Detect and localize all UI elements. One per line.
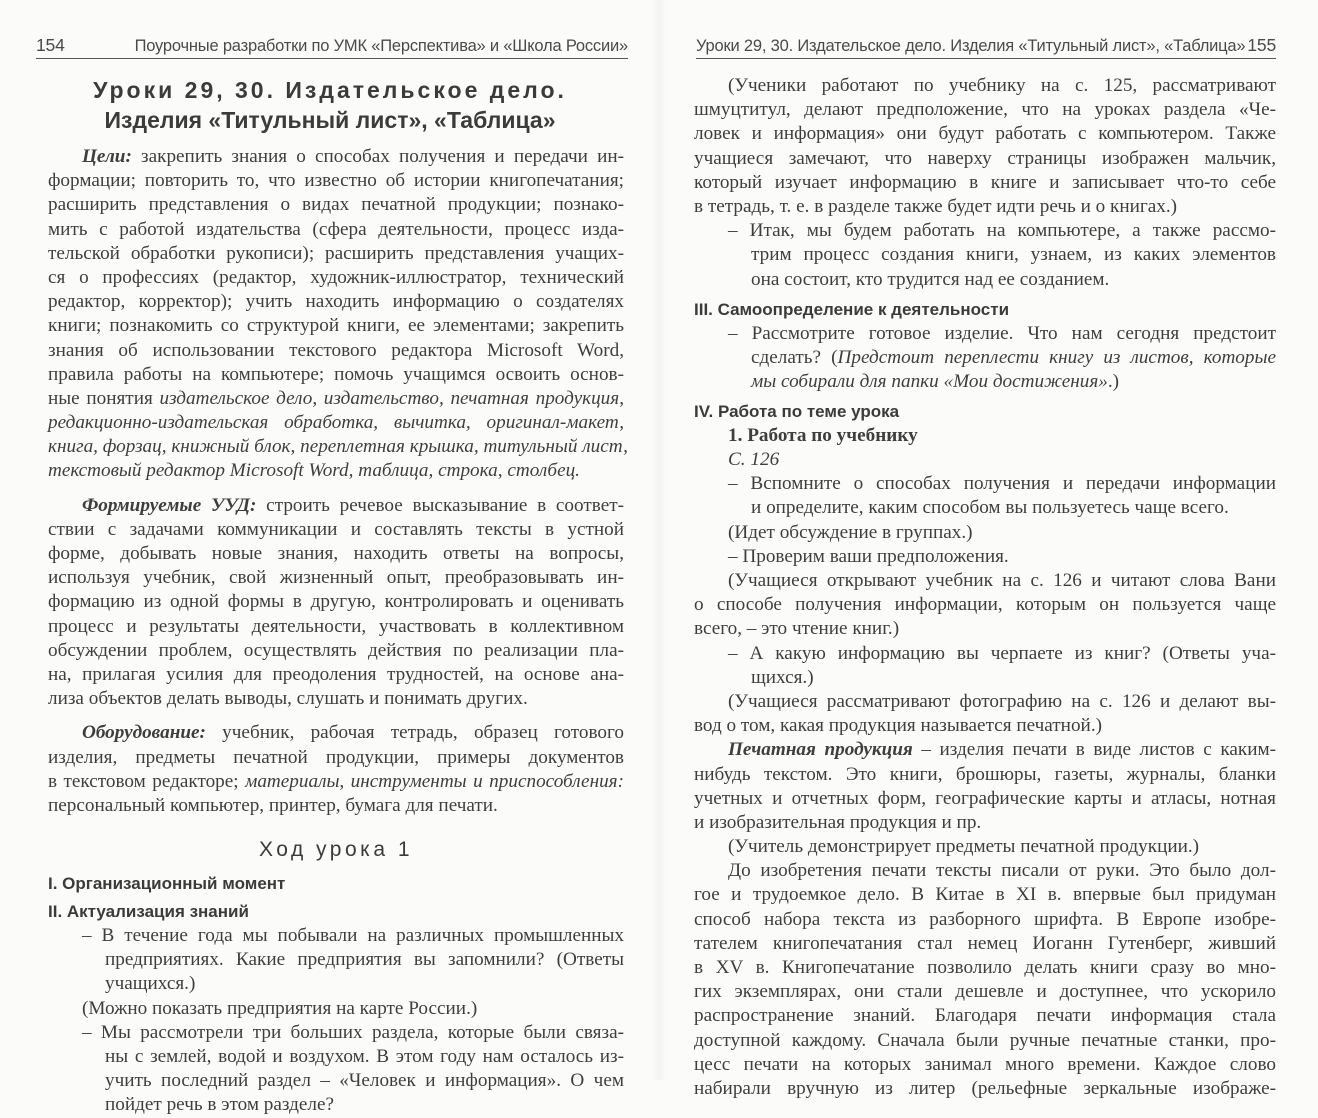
students-reading-paragraph: (Учащиеся открывают учебник на с. 126 и читают слова Вани о способе получения информации, которым он пользуется чаще всего, – это чтение книг.) <box>694 570 1276 640</box>
uud-paragraph: Формируемые УУД: строить речевое высказывание в соответ- ствии с задачами коммуникации и составлять тексты в устной форме, добывать новые знания, находить ответы на вопросы, используя учебник, свой жизненный опыт, преобразовывать ин- формацию из одной формы в другую, контролировать и оценивать процесс и результаты деятельности, участвовать в коллективном обсуждении проблем, осуществлять действия по реализации пла- на, прилагая усилия для преодоления трудностей, на основе ана- лиза объектов делать выводы, слушать и понимать других. <box>48 494 624 710</box>
section-heading-3: III. Самоопределение к деятельности <box>694 299 1010 319</box>
equipment-label: Оборудование: <box>82 722 206 744</box>
goals-paragraph: Цели: закрепить знания о способах получения и передачи ин- формации; повторить то, что известно об истории книгопечатания; расширить представления о видах печатной продукции; познако- мить с работой издательства (сфера деятельности, процесс изда- тельской обработки рукописи); расширить представления учащих- ся о профессиях (редактор, художник-иллюстратор, технический редактор, корректор); учить находить информацию о создателях книги; познакомить со структурой книги, ее элементами; закрепить знания об использовании текстового редактора Microsoft Word, правила работы на компьютере; помочь учащимся освоить основ- ные понятия издательское дело, издательство, печатная продукция, редакционно-издательская обработка, вычитка, оригинал-макет, книга, форзац, книжный блок, переплетная крышка, титульный лист, текстовый редактор Microsoft Word, таблица, строка, столбец. <box>48 146 628 482</box>
photo-paragraph: (Учащиеся рассматривают фотографию на с. 126 и делают вы- вод о том, какая продукция называется печатной.) <box>694 690 1276 737</box>
dialog-statement-1: – Итак, мы будем работать на компьютере, а также рассмо- трим процесс создания книги, узнаем, из каких элементов она состоит, кто трудится над ее созданием. <box>728 220 1276 290</box>
section-heading-2: II. Актуализация знаний <box>48 902 249 922</box>
page-reference: С. 126 <box>728 449 780 471</box>
running-head-text: Уроки 29, 30. Издательское дело. Изделия «Титульный лист», «Таблица» <box>696 37 1246 55</box>
right-page-body <box>694 74 1276 1101</box>
teacher-note: (Можно показать предприятия на карте России.) <box>82 997 478 1019</box>
history-paragraph: До изобретения печати тексты писали от руки. Это было дол- гое и трудоемкое дело. В Китае в XI в. впервые был придуман способ набора текста из разборного шрифта. В Европе изобре- тателем книгопечатания стал немец Иоганн Гутенберг, живший в XV в. Книгопечатание позволило делать книги сразу во мно- гих экземплярах, они стали дешевле и доступнее, что ускорило распространение знаний. Благодаря печати информация стала доступной каждому. Сначала были ручные печатные станки, про- цесс печати на которых занимал много времени. Каждое слово набирали вручную из литер (рельефные зеркальные изображе- <box>694 860 1276 1099</box>
page-number: 154 <box>36 35 65 55</box>
equipment-paragraph: Оборудование: учебник, рабочая тетрадь, образец готового изделия, предметы печатной продукции, примеры документов в текстовом редакторе; материалы, инструменты и приспособления: персональный компьютер, принтер, бумага для печати. <box>48 722 624 816</box>
group-discussion-note: (Идет обсуждение в группах.) <box>728 521 973 543</box>
running-head-text: Поурочные разработки по УМК «Перспектива» и «Школа России» <box>134 37 628 55</box>
lesson-title <box>0 75 660 135</box>
left-page <box>0 0 660 1116</box>
students-work-paragraph: (Ученики работают по учебнику на с. 125, рассматривают шмуцтитул, делают предположение, что на уроках раздела «Че- ловек и информация» они будут работать с компьютером. Также учащиеся замечают, что наверху страницы изображен мальчик, который изучает информацию в книге и записывает что-то себе в тетрадь, т. е. в разделе также будет идти речь и о книгах.) <box>694 75 1276 217</box>
dialog-statement-2: – Проверим ваши предположения. <box>728 545 1009 567</box>
running-head-right <box>696 34 1276 59</box>
right-page <box>660 0 1318 1099</box>
running-head-left <box>36 34 628 59</box>
page-number: 155 <box>1247 35 1276 55</box>
definition-term: Печатная продукция <box>728 739 913 761</box>
dialog-question-1: – В течение года мы побывали на различных промышленных предприятиях. Какие предприятия вы запомнили? (Ответы учащихся.) <box>82 925 624 995</box>
title-line-1: Уроки 29, 30. Издательское дело. <box>93 77 567 103</box>
dialog-question-4: – Вспомните о способах получения и передачи информации и определите, каким способом вы пользуетесь чаще всего. <box>728 473 1276 519</box>
section-heading-4: IV. Работа по теме урока <box>694 402 900 422</box>
title-line-2: Изделия «Титульный лист», «Таблица» <box>104 107 556 133</box>
lesson-progress-heading: Ход урока 1 <box>258 838 414 862</box>
definition-paragraph: Печатная продукция – изделия печати в виде листов с каким- нибудь текстом. Это книги, брошюры, газеты, журналы, бланки учетных и отчетных форм, географические карты и атласы, нотная и изобразительная продукция и пр. <box>694 739 1276 833</box>
dialog-question-3: – Рассмотрите готовое изделие. Что нам сегодня предстоит сделать? (Предстоит переплести книгу из листов, которые мы собирали для папки «Мои достижения».) <box>728 322 1276 393</box>
left-page-body <box>48 145 628 1118</box>
section-heading-1: I. Организационный момент <box>48 874 286 894</box>
goals-label: Цели: <box>82 146 132 167</box>
teacher-demo-note: (Учитель демонстрирует предметы печатной продукции.) <box>728 836 1200 858</box>
dialog-question-5: – А какую информацию вы черпаете из книг? (Ответы уча- щихся.) <box>728 642 1276 688</box>
uud-label: Формируемые УУД: <box>82 494 257 516</box>
dialog-question-2: – Мы рассмотрели три больших раздела, которые были связа- ны с землей, водой и воздухом. В этом году нам осталось из- учить последний раздел – «Человек и информация». О чем пойдет речь в этом разделе? <box>82 1021 624 1116</box>
subsection-heading: 1. Работа по учебнику <box>728 425 918 447</box>
